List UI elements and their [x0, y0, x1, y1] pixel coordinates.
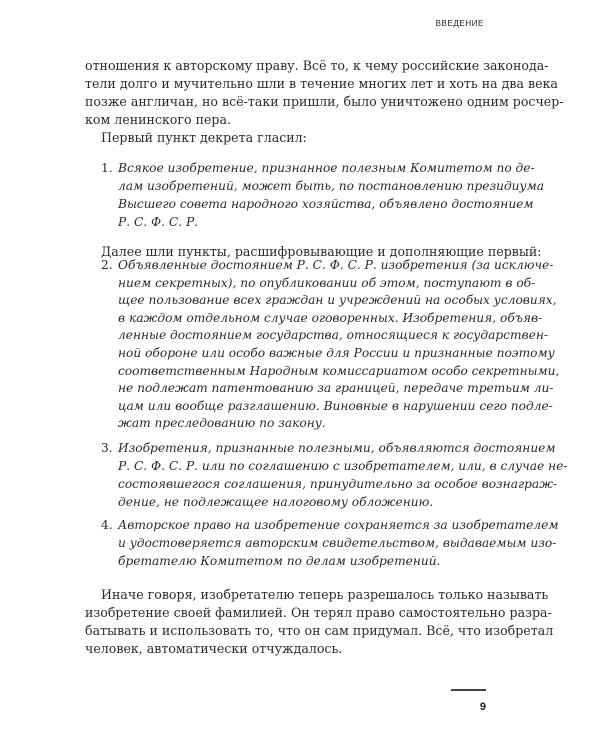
text-line: и удостоверяется авторским свидетельством, выдаваемым изо- — [118, 536, 557, 550]
text-line: Изобретения, признанные полезными, объявляются достоянием — [118, 441, 556, 455]
text-line: бретателю Комитетом по делам изобретений. — [118, 554, 441, 568]
text-line: Высшего совета народного хозяйства, объявлено достоянием — [118, 197, 534, 211]
page-number: 9 — [479, 701, 486, 713]
text-line: не подлежат патентованию за границей, передаче третьим ли- — [118, 381, 554, 396]
text-line: ной обороне или особо важные для России и признанные поэтому — [118, 346, 555, 360]
item-number: 3. — [101, 441, 113, 455]
text-line: нием секретных), по опубликовании об этом, поступают в об- — [118, 275, 536, 290]
text-line: позже англичан, но всё-таки пришли, было уничтожено одним росчер- — [85, 94, 564, 109]
text-line: человек, автоматически отчуждалось. — [85, 641, 343, 656]
item-number: 4. — [101, 518, 113, 532]
item-number: 2. — [101, 258, 113, 272]
running-header: ВВЕДЕНИЕ — [435, 19, 484, 28]
text-line: тели долго и мучительно шли в течение многих лет и хоть на два века — [85, 76, 558, 91]
paragraph-further-points: Далее шли пункты, расшифровывающие и дополняющие первый: — [101, 244, 542, 259]
text-line: Всякое изобретение, признанное полезным Комитетом по де- — [118, 161, 535, 175]
text-line: изобретение своей фамилией. Он терял право самостоятельно разра- — [85, 605, 552, 620]
text-line: лам изобретений, может быть, по постановлению президиума — [118, 179, 544, 193]
text-line: состоявшегося соглашения, принудительно за особое вознаграж- — [118, 477, 558, 491]
text-line: батывать и использовать то, что он сам придумал. Всё, что изобретал — [85, 623, 554, 638]
text-line: цам или вообще разглашению. Виновные в нарушении сего подле- — [118, 398, 553, 413]
text-line: отношения к авторскому праву. Всё то, к чему российские законода- — [85, 58, 549, 73]
paragraph-first-point: Первый пункт декрета гласил: — [101, 130, 307, 145]
text-line: Авторское право на изобретение сохраняется за изобретателем — [118, 518, 559, 532]
item-number: 1. — [101, 161, 113, 175]
text-line: в каждом отдельном случае оговоренных. Изобретения, объяв- — [118, 310, 543, 325]
text-line: жат преследованию по закону. — [118, 416, 326, 431]
text-line: щее пользование всех граждан и учреждений на особых условиях, — [118, 293, 557, 308]
text-line: ленные достоянием государства, относящиеся к государствен- — [118, 328, 548, 343]
text-line: дение, не подлежащее налоговому обложению. — [118, 495, 434, 509]
text-line: Р. С. Ф. С. Р. или по соглашению с изобретателем, или, в случае не- — [118, 459, 568, 473]
text-line: Иначе говоря, изобретателю теперь разрешалось только называть — [101, 587, 549, 602]
text-line: соответственным Народным комиссариатом особо секретными, — [118, 363, 560, 378]
text-line: Р. С. Ф. С. Р. — [118, 215, 199, 229]
footer-rule — [451, 689, 486, 691]
text-line: Объявленные достоянием Р. С. Ф. С. Р. изобретения (за исключе- — [118, 258, 554, 272]
text-line: ком ленинского пера. — [85, 112, 231, 127]
